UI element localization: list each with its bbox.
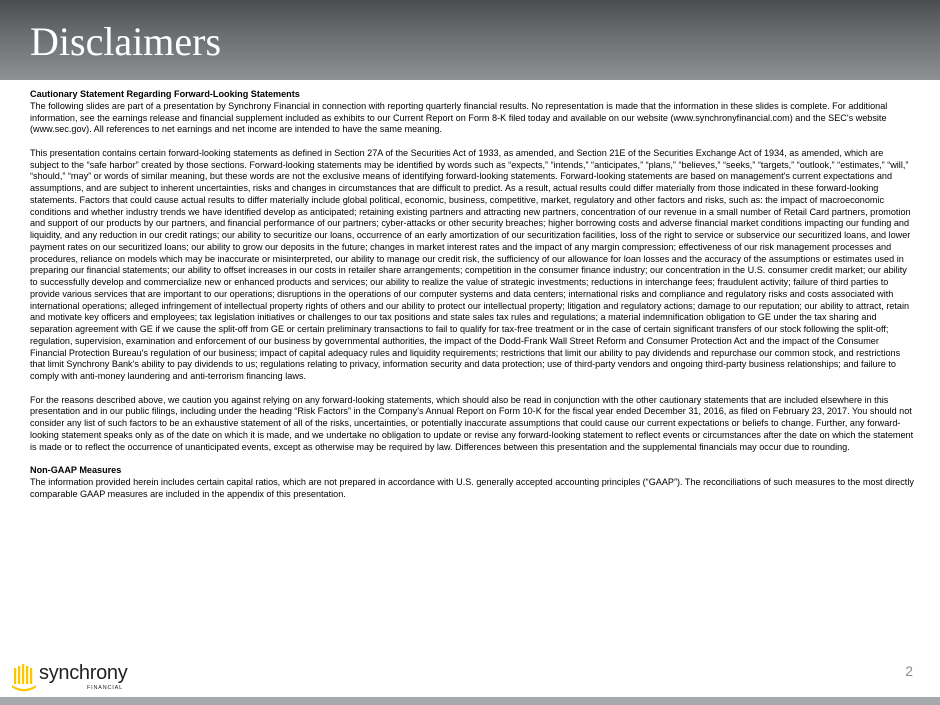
- title-bar: [0, 0, 940, 80]
- cautionary-paragraph-reliance: For the reasons described above, we caution you against relying on any forward-looking statements, which should also be read in conjunction with the other cautionary statements that are included elsewhere in this presentation and in our public filings, including under the heading “Risk Factors” in the Company's Annual Report on Form 10-K for the fiscal year ended December 31, 2016, as filed on February 23, 2017. You should not consider any list of such factors to be an exhaustive statement of all of the risks, uncertainties, or potentially inaccurate assumptions that could cause our current expectations or beliefs to change. Further, any forward-looking statement speaks only as of the date on which it is made, and we undertake no obligation to update or revise any forward-looking statement to reflect events or circumstances after the date on which the statement is made or to reflect the occurrence of unanticipated events, except as otherwise may be required by law. Differences between this presentation and the supplemental financials may occur due to rounding.: [30, 394, 914, 452]
- non-gaap-heading: Non-GAAP Measures: [30, 465, 122, 475]
- non-gaap-text: The information provided herein includes certain capital ratios, which are not prepared in accordance with U.S. generally accepted accounting principles (“GAAP”). The reconciliations of such measures to the most directly comparable GAAP measures are included in the appendix of this presentation.: [30, 476, 914, 499]
- cautionary-intro-text: The following slides are part of a presentation by Synchrony Financial in connection with reporting quarterly financial results. No representation is made that the information in these slides is complete. For additional information, see the earnings release and financial supplement included as exhibits to our Current Report on Form 8-K filed today and available on our website (www.synchronyfinancial.com) and the SEC's website (www.sec.gov). All references to net earnings and net income are intended to have the same meaning.: [30, 100, 888, 135]
- page-title: Disclaimers: [30, 19, 222, 64]
- non-gaap-paragraph: [30, 465, 914, 500]
- logo-wordmark: synchrony: [39, 662, 128, 684]
- footer-bar: [0, 697, 940, 705]
- disclaimer-body: [30, 89, 914, 500]
- cautionary-paragraph-factors: This presentation contains certain forward-looking statements as defined in Section 27A of the Securities Act of 1933, as amended, and Section 21E of the Securities Exchange Act of 1934, as amended, which are subject to the “safe harbor” created by those sections. Forward-looking statements may be identified by words such as “expects,” “intends,” “anticipates,” “plans,” “believes,” “seeks,” “targets,” “outlook,” “estimates,” “will,” “should,” “may” or words of similar meaning, but these words are not the exclusive means of identifying forward-looking statements. Forward-looking statements are based on management's current expectations and assumptions, and are subject to inherent uncertainties, risks and changes in circumstances that are difficult to predict. As a result, actual results could differ materially from those indicated in these forward-looking statements. Factors that could cause actual results to differ materially include global political, economic, business, competitive, market, regulatory and other factors and risks, such as: the impact of macroeconomic conditions and whether industry trends we have identified develop as anticipated; retaining existing partners and attracting new partners, concentration of our revenue in a small number of Retail Card partners, promotion and support of our products by our partners, and financial performance of our partners; cyber-attacks or other security breaches; higher borrowing costs and adverse financial market conditions impacting our funding and liquidity, and any reduction in our credit ratings; our ability to securitize our loans, occurrence of an early amortization of our securitization facilities, loss of the right to service or subservice our securitized loans, and lower payment rates on our securitized loans; our ability to grow our deposits in the future; changes in market interest rates and the impact of any margin compression; effectiveness of our risk management processes and procedures, reliance on models which may be inaccurate or misinterpreted, our ability to manage our credit risk, the sufficiency of our allowance for loan losses and the accuracy of the assumptions or estimates used in preparing our financial statements; our ability to offset increases in our costs in retailer share arrangements; competition in the consumer finance industry; our concentration in the U.S. consumer credit market; our ability to successfully develop and commercialize new or enhanced products and services; our ability to realize the value of strategic investments; reductions in interchange fees; fraudulent activity; failure of third parties to provide various services that are important to our operations; disruptions in the operations of our computer systems and data centers; international risks and compliance and regulatory risks and costs associated with international operations; alleged infringement of intellectual property rights of others and our ability to protect our intellectual property; litigation and regulatory actions; damage to our reputation; our ability to attract, retain and motivate key officers and employees; tax legislation initiatives or challenges to our tax positions and state sales tax rules and regulations; a material indemnification obligation to GE under the tax sharing and separation agreement with GE if we cause the split-off from GE or certain preliminary transactions to fail to qualify for tax-free treatment or in the case of certain significant transfers of our stock following the split-off; regulation, supervision, examination and enforcement of our business by governmental authorities, the impact of the Dodd-Frank Wall Street Reform and Consumer Protection Act and the impact of the Consumer Financial Protection Bureau's regulation of our business; impact of capital adequacy rules and liquidity requirements; restrictions that limit our ability to pay dividends and repurchase our common stock, and restrictions that limit Synchrony Bank's ability to pay dividends to us; regulations relating to privacy, information security and data protection; use of third-party vendors and ongoing third-party business relationships; and failure to comply with anti-money laundering and anti-terrorism financing laws.: [30, 147, 911, 381]
- synchrony-mark-icon: [12, 664, 36, 692]
- cautionary-heading: Cautionary Statement Regarding Forward-Looking Statements: [30, 89, 300, 99]
- synchrony-logo: [12, 660, 132, 694]
- cautionary-paragraph-intro: [30, 89, 914, 136]
- logo-subtext: FINANCIAL: [87, 685, 123, 691]
- page-number: 2: [905, 663, 913, 679]
